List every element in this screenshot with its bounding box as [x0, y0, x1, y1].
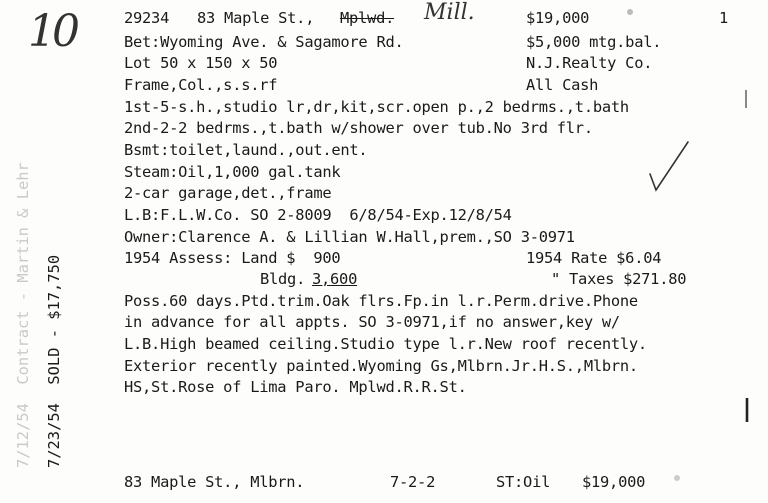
- owner: Owner:Clarence A. & Lillian W.Hall,prem.,SO 3-0971: [124, 228, 575, 246]
- check-mark-icon: [648, 140, 708, 200]
- price: $19,000: [526, 9, 590, 27]
- handwritten-town: Mill.: [424, 0, 475, 25]
- basement: Bsmt:toilet,laund.,out.ent.: [124, 141, 368, 159]
- address: 83 Maple St.,: [197, 9, 315, 27]
- assessment-building-label: Bldg.: [260, 270, 306, 288]
- remarks-line: HS,St.Rose of Lima Paro. Mplwd.R.R.St.: [124, 378, 467, 396]
- footer-address: 83 Maple St., Mlbrn.: [124, 473, 305, 491]
- listing-number: 29234: [124, 9, 170, 27]
- sale-terms: All Cash: [526, 76, 599, 94]
- sold-stamp: 7/23/54 SOLD - $17,750: [45, 254, 63, 468]
- assessment-land: 1954 Assess: Land $ 900: [124, 249, 341, 267]
- construction-style: Frame,Col.,s.s.rf: [124, 76, 278, 94]
- contract-stamp: 7/12/54 Contract - Martin & Lehr: [14, 162, 32, 468]
- margin-tick-icon: [744, 90, 750, 110]
- assessment-building-value: 3,600: [312, 270, 358, 288]
- listing-broker: L.B:F.L.W.Co. SO 2-8009 6/8/54-Exp.12/8/54: [124, 206, 512, 224]
- smudge-icon: [626, 8, 636, 18]
- mortgage-balance: $5,000 mtg.bal.: [526, 33, 662, 51]
- remarks-line: L.B.High beamed ceiling.Studio type l.r.New roof recently.: [124, 335, 647, 353]
- remarks-line: Poss.60 days.Ptd.trim.Oak flrs.Fp.in l.r.Perm.drive.Phone: [124, 292, 638, 310]
- taxes: " Taxes $271.80: [551, 270, 687, 288]
- card-page-number: 1: [719, 9, 729, 27]
- heating: Steam:Oil,1,000 gal.tank: [124, 163, 341, 181]
- tax-rate: 1954 Rate $6.04: [526, 249, 662, 267]
- lot-size: Lot 50 x 150 x 50: [124, 54, 278, 72]
- first-floor-rooms: 1st-5-s.h.,studio lr,dr,kit,scr.open p.,2 bedrms.,t.bath: [124, 98, 629, 116]
- remarks-line: in advance for all appts. SO 3-0971,if no answer,key w/: [124, 313, 620, 331]
- cross-streets: Bet:Wyoming Ave. & Sagamore Rd.: [124, 33, 404, 51]
- margin-tick-icon: [744, 398, 750, 428]
- remarks-line: Exterior recently painted.Wyoming Gs,Mlbrn.Jr.H.S.,Mlbrn.: [124, 357, 638, 375]
- garage: 2-car garage,det.,frame: [124, 184, 332, 202]
- footer-price: $19,000: [582, 473, 646, 491]
- smudge-icon: [673, 474, 683, 484]
- footer-heat: ST:Oil: [496, 473, 551, 491]
- listing-agency: N.J.Realty Co.: [526, 54, 653, 72]
- footer-rooms: 7-2-2: [390, 473, 436, 491]
- handwritten-card-number: 10: [28, 6, 76, 57]
- second-floor-rooms: 2nd-2-2 bedrms.,t.bath w/shower over tub.No 3rd flr.: [124, 119, 593, 137]
- town-struck: Mplwd.: [340, 9, 395, 27]
